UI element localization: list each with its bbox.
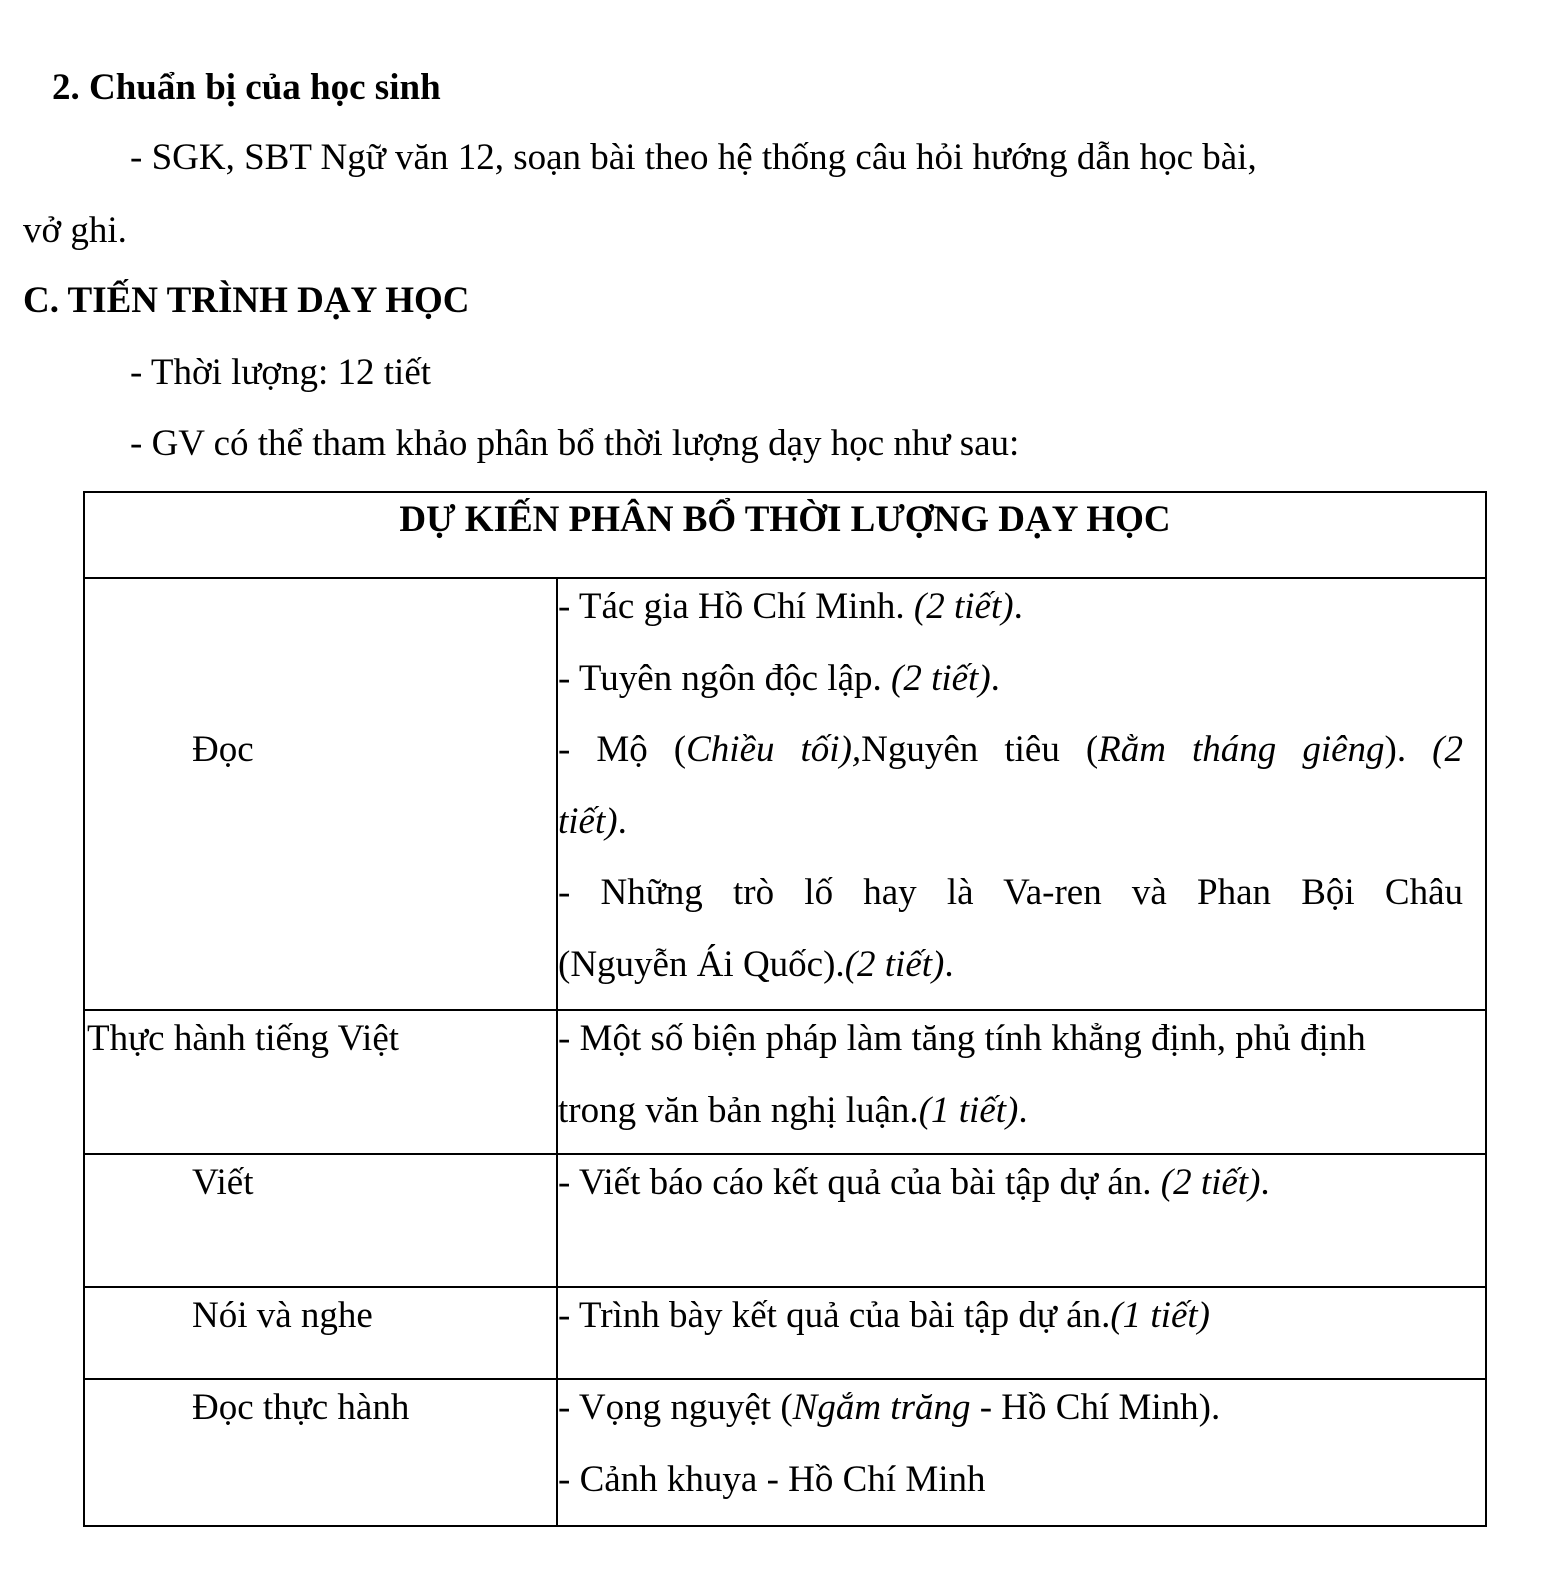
student-prep-line-cont: vở ghi. — [23, 210, 127, 251]
lesson-line — [558, 571, 1463, 643]
lesson-duration: (2 tiết) — [891, 657, 991, 699]
lesson-text: - Cảnh khuya - Hồ Chí Minh — [558, 1458, 986, 1500]
category-cell — [85, 1288, 558, 1378]
lesson-duration: tiết) — [558, 800, 618, 842]
lesson-text: . — [617, 800, 627, 842]
lesson-text: - Viết báo cáo kết quả của bài tập dự án. — [558, 1162, 1161, 1203]
table-body — [85, 579, 1485, 1525]
table-row — [85, 1288, 1485, 1380]
process-heading: C. TIẾN TRÌNH DẠY HỌC — [23, 280, 470, 321]
lesson-line — [558, 786, 1463, 858]
lesson-cell — [558, 1380, 1485, 1525]
lesson-text: . — [990, 657, 1000, 699]
lesson-text: . — [944, 943, 954, 985]
lesson-duration: (2 tiết) — [913, 586, 1014, 627]
lesson-text: trong văn bản nghị luận. — [558, 1089, 919, 1131]
lesson-text: - Một số biện pháp làm tăng tính khẳng định, phủ định — [558, 1018, 1366, 1059]
category-cell — [85, 1380, 558, 1525]
lesson-line — [558, 1444, 1463, 1516]
category-cell — [85, 579, 558, 1009]
lesson-text: . — [1260, 1162, 1270, 1203]
lesson-duration: Rằm tháng giêng — [1098, 729, 1385, 771]
lesson-line — [558, 929, 1463, 1001]
lesson-text: - Những trò lố hay là Va-ren và Phan Bội Châu — [558, 872, 1463, 914]
lesson-line — [558, 643, 1463, 715]
lesson-line — [558, 1003, 1463, 1075]
lesson-duration: (2 tiết) — [844, 943, 945, 985]
lesson-text: - Trình bày kết quả của bài tập dự án. — [558, 1295, 1111, 1336]
student-prep-heading: 2. Chuẩn bị của học sinh — [52, 67, 441, 108]
lesson-cell — [558, 579, 1485, 1009]
category-cell — [85, 1155, 558, 1286]
lesson-text: - Hồ Chí Minh). — [970, 1387, 1221, 1428]
lesson-text: - Tác gia Hồ Chí Minh. — [558, 586, 914, 627]
lesson-text: . — [1013, 586, 1023, 627]
lesson-text: - Vọng nguyệt ( — [558, 1387, 793, 1428]
category-cell — [85, 1011, 558, 1153]
lesson-duration: (1 tiết) — [1110, 1295, 1210, 1336]
category-label: Thực hành tiếng Việt — [87, 1018, 400, 1059]
table-title: DỰ KIẾN PHÂN BỔ THỜI LƯỢNG DẠY HỌC — [85, 493, 1485, 579]
lesson-line — [558, 1147, 1463, 1219]
lesson-line — [558, 1280, 1463, 1352]
allocation-table — [83, 491, 1487, 1527]
student-prep-line: - SGK, SBT Ngữ văn 12, soạn bài theo hệ thống câu hỏi hướng dẫn học bài, — [130, 137, 1257, 178]
lesson-cell — [558, 1288, 1485, 1378]
lesson-line — [558, 857, 1463, 929]
table-row — [85, 1155, 1485, 1288]
lesson-duration: (1 tiết) — [918, 1089, 1019, 1131]
lesson-text: Nguyên tiêu ( — [861, 729, 1099, 771]
category-label: Đọc — [192, 729, 254, 771]
lesson-text: ). — [1384, 729, 1433, 771]
lesson-text: . — [1018, 1089, 1028, 1131]
lesson-cell — [558, 1011, 1485, 1153]
lesson-duration: Ngắm trăng — [792, 1387, 971, 1428]
lesson-line — [558, 1075, 1463, 1147]
lesson-text: - Mộ ( — [558, 729, 687, 771]
lesson-text: - Tuyên ngôn độc lập. — [558, 657, 891, 699]
category-label: Viết — [192, 1162, 254, 1203]
lesson-text: (Nguyễn Ái Quốc). — [558, 943, 845, 985]
table-row — [85, 1011, 1485, 1155]
lesson-duration: (2 tiết) — [1160, 1162, 1261, 1203]
category-label: Đọc thực hành — [192, 1387, 410, 1428]
duration-text: - Thời lượng: 12 tiết — [130, 352, 432, 393]
lesson-duration: (2 — [1432, 729, 1463, 771]
category-label: Nói và nghe — [192, 1295, 373, 1336]
table-row — [85, 1380, 1485, 1525]
lesson-line — [558, 714, 1463, 786]
lesson-line — [558, 1372, 1463, 1444]
allocation-note: - GV có thể tham khảo phân bổ thời lượng dạy học như sau: — [130, 423, 1020, 464]
lesson-cell — [558, 1155, 1485, 1286]
lesson-duration: Chiều tối), — [686, 729, 862, 771]
table-row — [85, 579, 1485, 1011]
